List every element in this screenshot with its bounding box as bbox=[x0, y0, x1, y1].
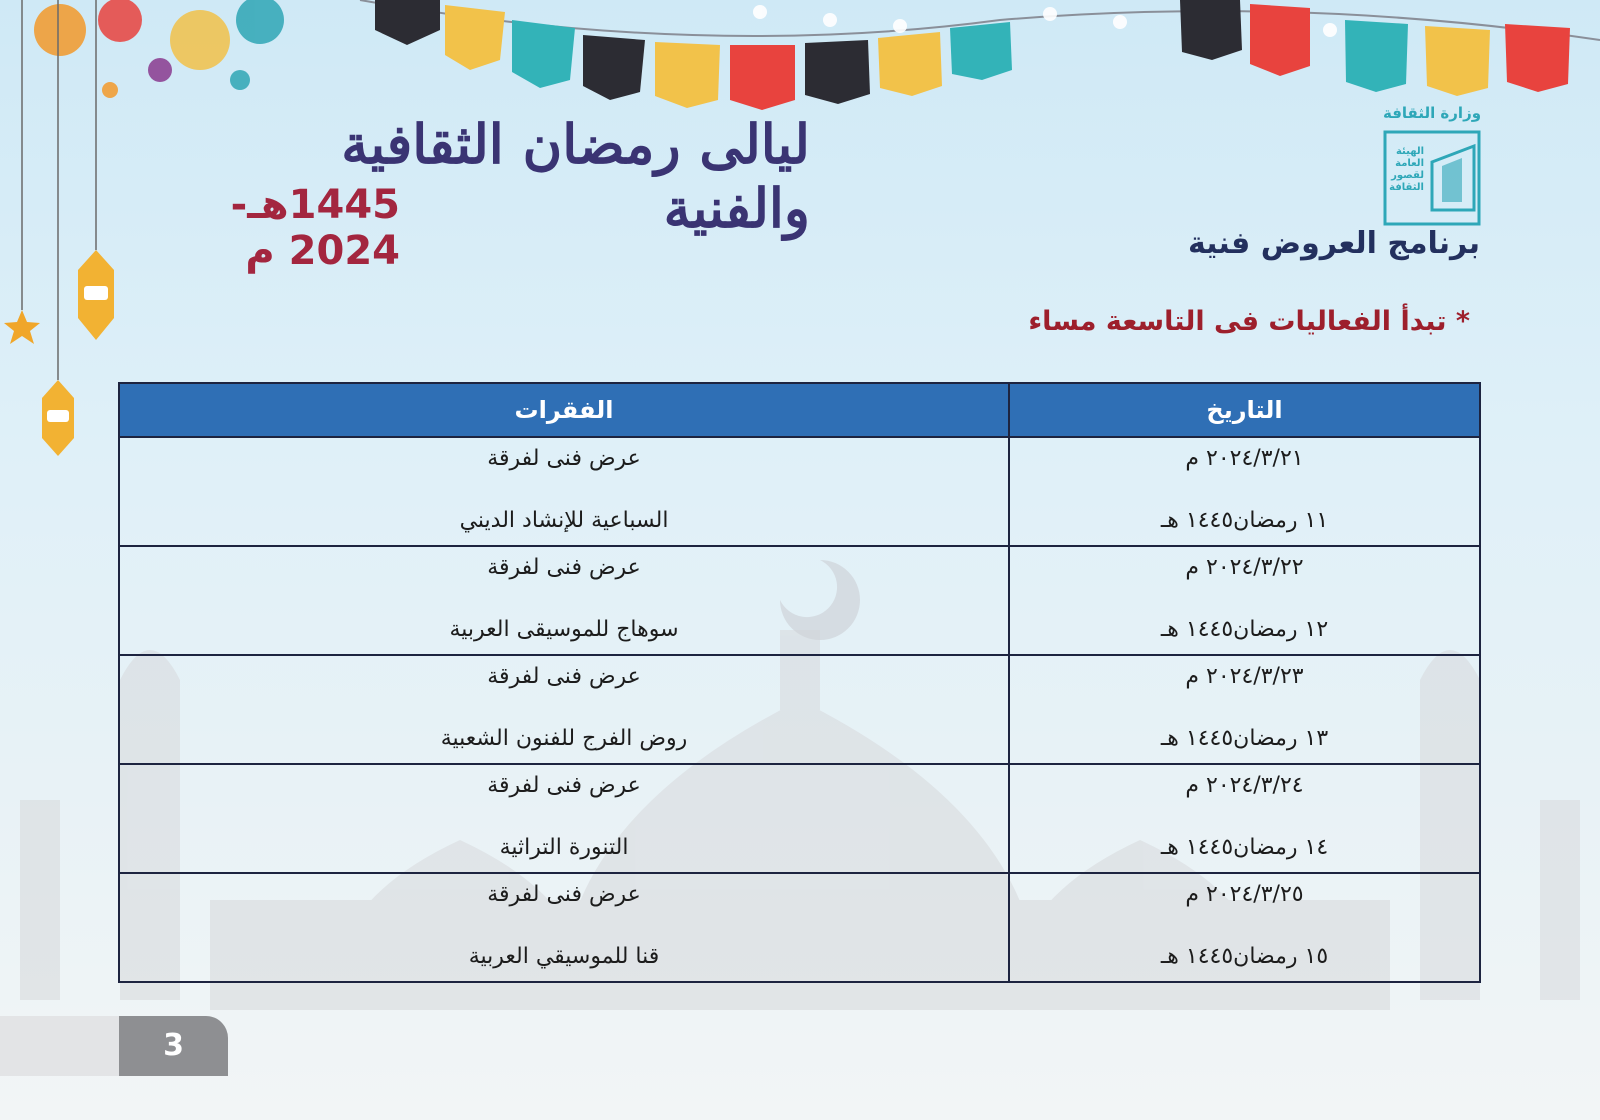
item-line2: التنورة التراثية bbox=[499, 835, 629, 860]
hijri-date: ١٥ رمضان١٤٤٥ هـ bbox=[1160, 944, 1329, 969]
item-line1: عرض فنى لفرقة bbox=[487, 446, 641, 471]
item-line2: سوهاج للموسيقى العربية bbox=[449, 617, 679, 642]
item-cell bbox=[119, 546, 1009, 655]
table-row bbox=[119, 546, 1480, 655]
page-number: 3 bbox=[119, 1016, 228, 1076]
gregorian-date: ٢٠٢٤/٣/٢٥ م bbox=[1185, 882, 1304, 907]
authority-name: الهيئة العامة لقصور الثقافة bbox=[1389, 146, 1424, 193]
gregorian-date: ٢٠٢٤/٣/٢٤ م bbox=[1185, 773, 1304, 798]
page-title: ليالى رمضان الثقافية والفنية bbox=[341, 112, 810, 240]
page-number-tab bbox=[0, 1016, 228, 1078]
date-cell bbox=[1009, 655, 1480, 764]
schedule-table bbox=[118, 382, 1481, 983]
table-row bbox=[119, 873, 1480, 982]
item-line1: عرض فنى لفرقة bbox=[487, 555, 641, 580]
date-cell bbox=[1009, 764, 1480, 873]
item-line1: عرض فنى لفرقة bbox=[487, 882, 641, 907]
table-row bbox=[119, 764, 1480, 873]
item-line1: عرض فنى لفرقة bbox=[487, 773, 641, 798]
date-cell bbox=[1009, 437, 1480, 546]
header-items: الفقرات bbox=[119, 383, 1009, 437]
date-cell bbox=[1009, 546, 1480, 655]
hijri-date: ١٢ رمضان١٤٤٥ هـ bbox=[1160, 617, 1329, 642]
item-cell bbox=[119, 437, 1009, 546]
item-cell bbox=[119, 764, 1009, 873]
page-strip bbox=[0, 1016, 130, 1076]
item-line2: السباعية للإنشاد الديني bbox=[459, 508, 669, 533]
table-header-row bbox=[119, 383, 1480, 437]
date-cell bbox=[1009, 873, 1480, 982]
item-line1: عرض فنى لفرقة bbox=[487, 664, 641, 689]
table-row bbox=[119, 655, 1480, 764]
hijri-date: ١٣ رمضان١٤٤٥ هـ bbox=[1160, 726, 1329, 751]
gregorian-date: ٢٠٢٤/٣/٢٣ م bbox=[1185, 664, 1304, 689]
item-line2: قنا للموسيقي العربية bbox=[468, 944, 660, 969]
hijri-date: ١١ رمضان١٤٤٥ هـ bbox=[1160, 508, 1329, 533]
hijri-date: ١٤ رمضان١٤٤٥ هـ bbox=[1160, 835, 1329, 860]
table-row bbox=[119, 437, 1480, 546]
ministry-name: وزارة الثقافة bbox=[1382, 104, 1482, 122]
start-time-note: * تبدأ الفعاليات فى التاسعة مساء bbox=[1028, 306, 1470, 337]
item-cell bbox=[119, 655, 1009, 764]
lantern-icon bbox=[78, 250, 114, 340]
gregorian-date: ٢٠٢٤/٣/٢١ م bbox=[1185, 446, 1304, 471]
lantern-icon bbox=[42, 380, 74, 456]
header-date: التاريخ bbox=[1009, 383, 1480, 437]
section-heading: برنامج العروض فنية bbox=[1187, 226, 1480, 261]
star-icon bbox=[4, 310, 40, 344]
item-line2: روض الفرج للفنون الشعبية bbox=[440, 726, 688, 751]
year-label: 1445هـ- 2024 م bbox=[230, 182, 400, 274]
item-cell bbox=[119, 873, 1009, 982]
gregorian-date: ٢٠٢٤/٣/٢٢ م bbox=[1185, 555, 1304, 580]
